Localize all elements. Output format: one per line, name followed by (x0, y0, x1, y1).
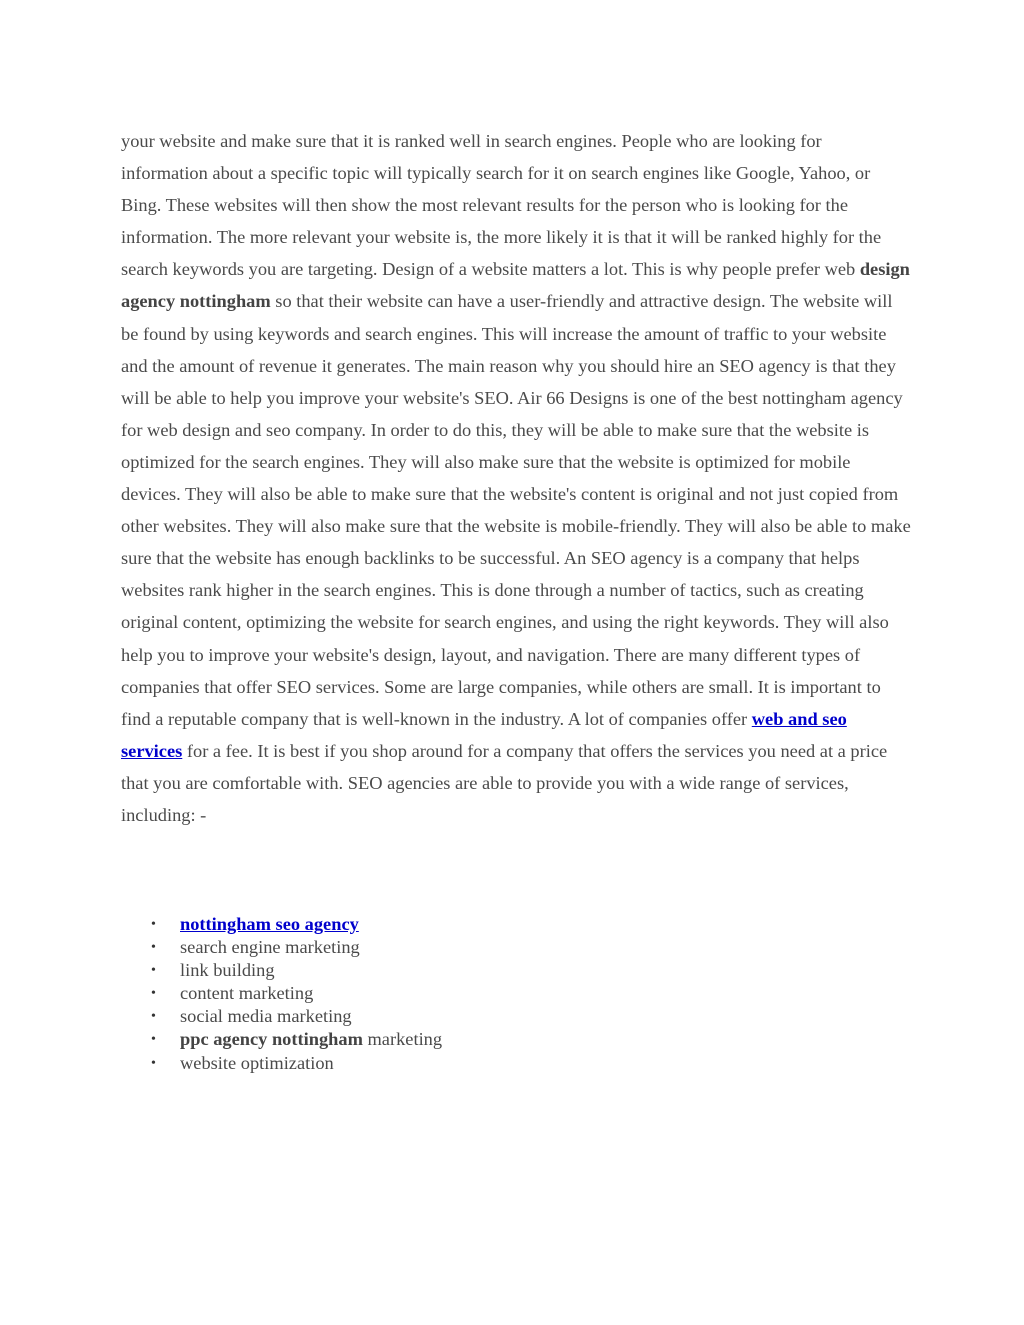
list-item (121, 936, 442, 959)
bold-keyword-design-agency: design agency nottingham (121, 259, 910, 312)
list-item (121, 959, 442, 982)
list-item (121, 1005, 442, 1028)
list-item-text: content marketing (180, 983, 314, 1004)
list-item (121, 1028, 442, 1051)
services-list (121, 913, 442, 1075)
bullet-icon: • (151, 940, 156, 956)
bullet-icon: • (151, 963, 156, 979)
list-item-text: website optimization (180, 1052, 334, 1073)
list-item-text: link building (180, 960, 275, 981)
link-web-and-seo-services[interactable]: web and seo services (121, 708, 847, 761)
bullet-icon: • (151, 1009, 156, 1025)
body-paragraph (121, 125, 911, 831)
list-item-text: social media marketing (180, 1006, 352, 1027)
bold-keyword-ppc-agency: ppc agency nottingham (180, 1029, 363, 1050)
paragraph-text-1: your website and make sure that it is ranked well in search engines. People who are looking for information about a specific topic will typically search for it on search engines like Google, Yahoo, or Bing. These websites will then show the most relevant results for the person who is looking for the information. The more relevant your website is, the more likely it is that it will be ranked highly for the search keywords you are targeting. Design of a website matters a lot. This is why people prefer web (121, 131, 882, 280)
paragraph-text-3: for a fee. It is best if you shop around for a company that offers the services you need at a price that you are comfortable with. SEO agencies are able to provide you with a wide range of services, including: - (121, 740, 888, 825)
bullet-icon: • (151, 1032, 156, 1048)
document-page (121, 125, 911, 1073)
paragraph-text-2: so that their website can have a user-friendly and attractive design. The website will be found by using keywords and search engines. This will increase the amount of traffic to your website and the amount of revenue it generates. The main reason why you should hire an SEO agency is that they will be able to help you improve your website's SEO. Air 66 Designs is one of the best nottingham agency for web design and seo company. In order to do this, they will be able to make sure that the website is optimized for the search engines. They will also make sure that the website is optimized for mobile devices. They will also be able to make sure that the website's content is original and not just copied from other websites. They will also make sure that the website is mobile-friendly. They will also be able to make sure that the website has enough backlinks to be successful. An SEO agency is a company that helps websites rank higher in the search engines. This is done through a number of tactics, such as creating original content, optimizing the website for search engines, and using the right keywords. They will also help you to improve your website's design, layout, and navigation. There are many different types of companies that offer SEO services. Some are large companies, while others are small. It is important to find a reputable company that is well-known in the industry. A lot of companies offer (121, 291, 911, 729)
list-item-text: marketing (362, 1029, 443, 1050)
list-item (121, 913, 442, 936)
bullet-icon: • (151, 1055, 156, 1071)
bullet-icon: • (151, 917, 156, 932)
link-nottingham-seo-agency[interactable]: nottingham seo agency (180, 914, 359, 934)
bullet-icon: • (151, 986, 156, 1002)
list-item-text: search engine marketing (180, 937, 360, 958)
list-item (121, 1052, 442, 1075)
list-item (121, 982, 442, 1005)
